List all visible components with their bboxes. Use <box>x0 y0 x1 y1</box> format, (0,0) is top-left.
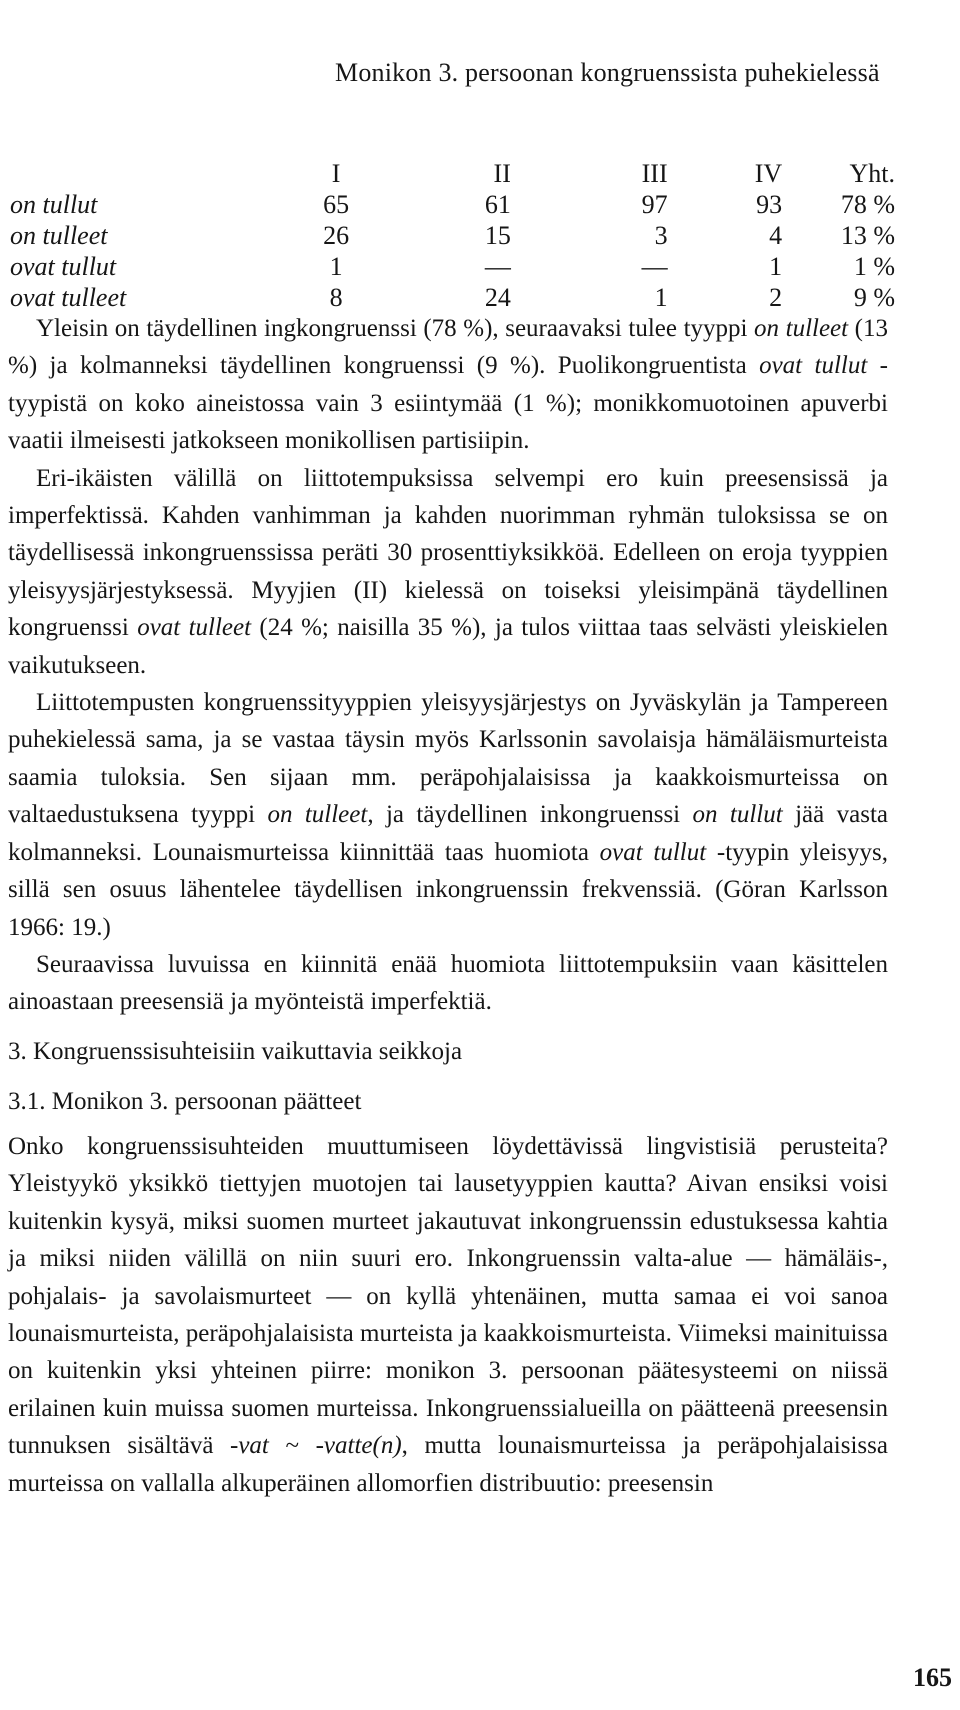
row-label: on tulleet <box>10 221 108 250</box>
table-cell: — <box>484 252 511 281</box>
subsection-heading: 3.1. Monikon 3. persoonan päätteet <box>8 1088 362 1115</box>
table-header-row <box>10 158 895 189</box>
table-cell: 78 % <box>840 190 895 219</box>
table-cell: 1 <box>654 283 668 312</box>
table-row <box>10 251 895 282</box>
table-cell: 24 <box>484 283 511 312</box>
table-cell: 1 <box>769 252 783 281</box>
table-cell: 93 <box>756 190 783 219</box>
paragraph: Seuraavissa luvuissa en kiinnitä enää huomiota liittotempuksiin vaan käsittelen ainoastaan preesensiä ja myönteistä imperfektiä. <box>8 950 888 1016</box>
row-label: ovat tulleet <box>10 283 127 312</box>
page-number: 165 <box>913 1663 952 1692</box>
body-text-lower <box>8 1128 888 1502</box>
table-cell: 61 <box>484 190 511 219</box>
table-cell: — <box>641 252 668 281</box>
body-text-upper <box>8 310 888 1021</box>
table-cell: 15 <box>484 221 511 250</box>
table-cell: 97 <box>641 190 668 219</box>
table-row <box>10 189 895 220</box>
table-cell: 4 <box>769 221 783 250</box>
paragraph: Liittotempusten kongruenssityyppien yleisyysjärjestys on Jyväskylän ja Tampereen puhekielessä sama, ja se vastaa täysin myös Karlssonin savolaisja hämäläismurteista saamia tuloksia. Sen sijaan mm. peräpohjalaisissa ja kaakkoismurteissa on valtaedustuksena tyyppi on tulleet, ja täydellinen inkongruenssi on tullut jää vasta kolmanneksi. Lounaismurteissa kiinnittää taas huomiota ovat tullut -tyypin yleisyys, sillä sen osuus lähentelee täydellisen inkongruenssin frekvenssiä. (Göran Karlsson 1966: 19.) <box>8 689 889 941</box>
table-cell: 3 <box>654 221 668 250</box>
column-header: IV <box>754 159 783 188</box>
table-row <box>10 282 895 313</box>
table-cell: 1 <box>329 252 343 281</box>
row-label: ovat tullut <box>10 252 117 281</box>
column-header: I <box>331 159 341 188</box>
column-header: Yht. <box>849 159 895 188</box>
paragraph: Onko kongruenssisuhteiden muuttumiseen löydettävissä lingvistisiä perusteita? Yleistyykö yksikkö tiettyjen muotojen tai lausetyyppien kautta? Aivan ensiksi voisi kuitenkin kysyä, miksi suomen murteet jakautuvat inkongruenssin edustuksessa kahtia ja miksi niiden välillä on niin suuri ero. Inkongruenssin valta-alue — hämäläis-, pohjalais- ja savolaismurteet — on kyllä yhtenäinen, mutta samaa ei voi sanoa lounaismurteista, peräpohjalaisista murteista ja kaakkoismurteista. Viimeksi mainituissa on kuitenkin yksi yhteinen piirre: monikon 3. persoonan päätesysteemi on niissä erilainen kuin muissa suomen murteissa. Inkongruenssialueilla on päätteenä preesensin tunnuksen sisältävä -vat ~ -vatte(n), mutta lounaismurteissa ja peräpohjalaisissa murteissa on vallalla alkuperäinen allomorfien distribuutio: preesensin <box>8 1133 888 1497</box>
table-row <box>10 220 895 251</box>
running-header: Monikon 3. persoonan kongruenssista puhekielessä <box>335 58 880 87</box>
table-cell: 1 % <box>853 252 895 281</box>
table-cell: 9 % <box>853 283 895 312</box>
column-header: III <box>641 159 668 188</box>
table-cell: 65 <box>323 190 350 219</box>
paragraph: Yleisin on täydellinen ingkongruenssi (78 %), seuraavaksi tulee tyyppi on tulleet (13 %) ja kolmanneksi täydellinen kongruenssi (9 %). Puolikongruentista ovat tullut -tyypistä on koko aineistossa vain 3 esiintymää (1 %); monikkomuotoinen apuverbi vaatii ilmeisesti jatkokseen monikollisen partisiipin. <box>8 315 889 455</box>
row-label: on tullut <box>10 190 98 219</box>
statistics-table <box>10 158 895 313</box>
table-cell: 26 <box>323 221 350 250</box>
table-cell: 8 <box>329 283 343 312</box>
section-heading: 3. Kongruenssisuhteisiin vaikuttavia seikkoja <box>8 1038 463 1065</box>
table-cell: 13 % <box>840 221 895 250</box>
table-cell: 2 <box>769 283 783 312</box>
column-header: II <box>493 159 511 188</box>
paragraph: Eri-ikäisten välillä on liittotempuksissa selvempi ero kuin preesensissä ja imperfektissä. Kahden vanhimman ja kahden nuorimman ryhmän tuloksissa se on täydellisessä inkongruenssissa peräti 30 prosenttiyksikköä. Edelleen on eroja tyyppien yleisyysjärjestyksessä. Myyjien (II) kielessä on toiseksi yleisimpänä täydellinen kongruenssi ovat tulleet (24 %; naisilla 35 %), ja tulos viittaa taas selvästi yleiskielen vaikutukseen. <box>8 464 888 679</box>
